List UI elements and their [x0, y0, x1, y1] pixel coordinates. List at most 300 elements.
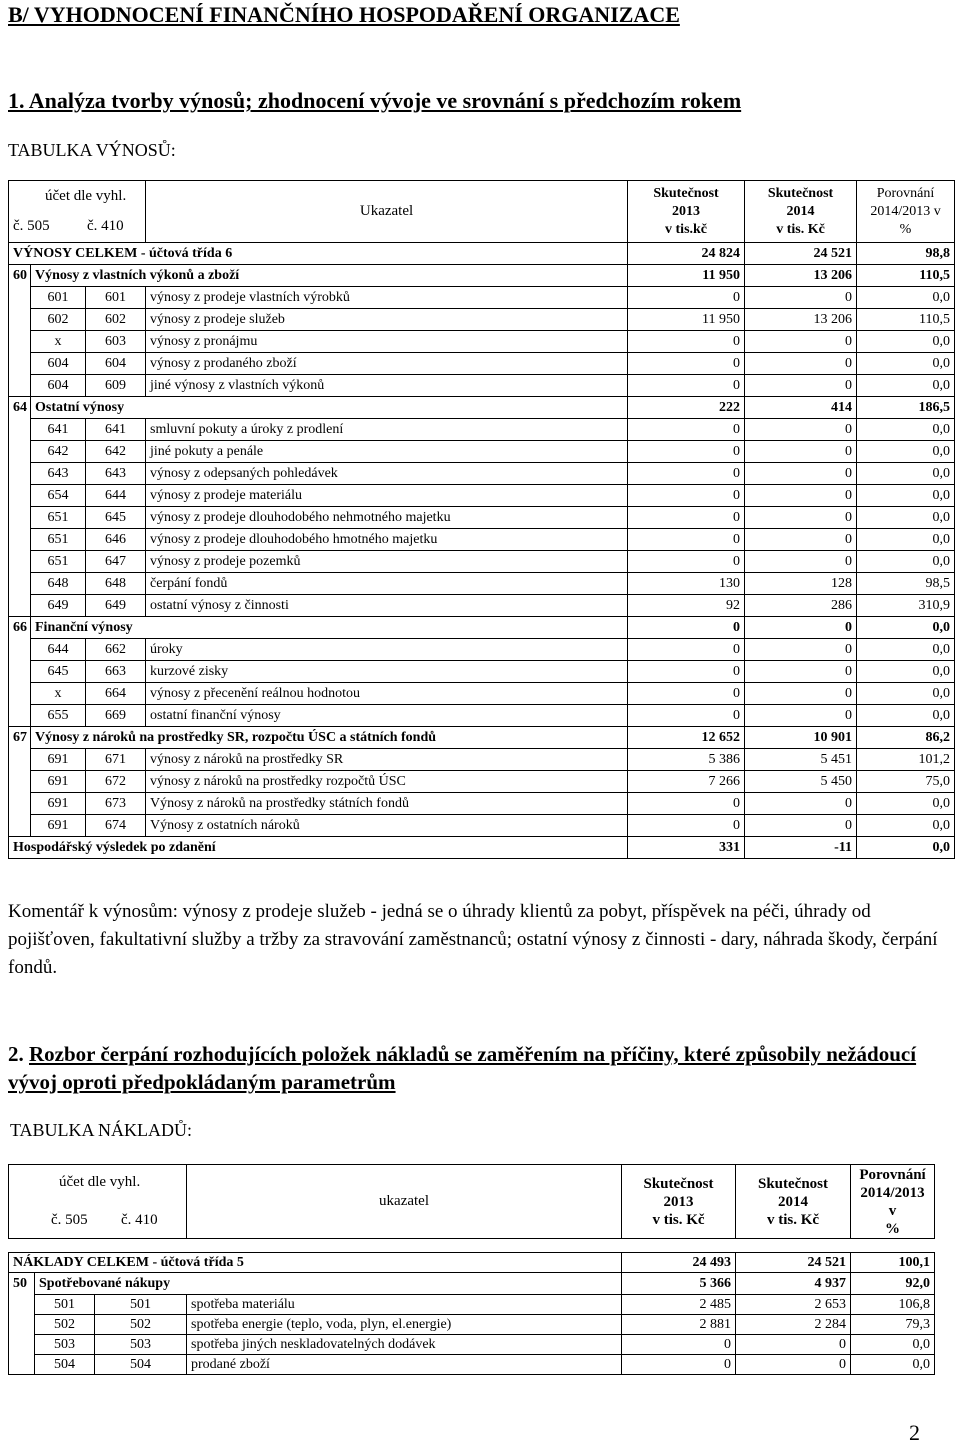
cost-account-header	[9, 1165, 187, 1239]
comparison-pct: 0,0	[857, 837, 955, 859]
item-label: výnosy z prodeje dlouhodobého hmotného majetku	[146, 529, 628, 551]
account-header	[9, 181, 146, 243]
comparison-pct: 0,0	[851, 1335, 935, 1355]
indent-cell	[9, 1355, 35, 1375]
indent-cell	[9, 485, 31, 507]
indent-cell	[9, 683, 31, 705]
account-410: 641	[86, 419, 146, 441]
indent-cell	[9, 595, 31, 617]
value-2013: 24 493	[622, 1253, 736, 1273]
cost-account-header-label: účet dle vyhl.	[59, 1174, 141, 1190]
value-2013: 11 950	[628, 309, 745, 331]
comparison-pct: 110,5	[857, 265, 955, 287]
indent-cell	[9, 309, 31, 331]
item-label: spotřeba energie (teplo, voda, plyn, el.energie)	[187, 1315, 622, 1335]
comparison-line-3: %	[899, 221, 912, 237]
comparison-pct: 0,0	[857, 375, 955, 397]
value-2013: 0	[622, 1355, 736, 1375]
value-2014: 0	[745, 617, 857, 639]
comparison-pct: 0,0	[857, 617, 955, 639]
group-code: 50	[9, 1273, 35, 1295]
account-505: 691	[31, 815, 86, 837]
item-label: výnosy z nároků na prostředky rozpočtů ÚSC	[146, 771, 628, 793]
comparison-pct: 110,5	[857, 309, 955, 331]
value-2013: 5 386	[628, 749, 745, 771]
account-505: 691	[31, 793, 86, 815]
section-2-title	[8, 1040, 953, 1096]
account-410: 503	[95, 1335, 187, 1355]
account-410: 646	[86, 529, 146, 551]
comparison-pct: 0,0	[857, 507, 955, 529]
item-row	[9, 639, 955, 661]
actual-2014-line-3: v tis. Kč	[776, 221, 825, 237]
value-2013: 0	[628, 661, 745, 683]
cost-comparison-line-2: 2014/2013 v	[860, 1184, 925, 1219]
value-2013: 130	[628, 573, 745, 595]
total-row	[9, 837, 955, 859]
revenue-table	[8, 180, 955, 859]
value-2014: 0	[745, 375, 857, 397]
indent-cell	[9, 815, 31, 837]
item-label: smluvní pokuty a úroky z prodlení	[146, 419, 628, 441]
account-410: 601	[86, 287, 146, 309]
value-2014: 0	[745, 353, 857, 375]
account-410: 647	[86, 551, 146, 573]
item-row	[9, 331, 955, 353]
cost-table-spacer	[9, 1239, 935, 1253]
value-2013: 0	[628, 375, 745, 397]
value-2013: 7 266	[628, 771, 745, 793]
value-2014: 0	[745, 507, 857, 529]
value-2013: 11 950	[628, 265, 745, 287]
value-2014: 0	[745, 683, 857, 705]
account-505: 651	[31, 529, 86, 551]
group-code: 60	[9, 265, 31, 287]
indent-cell	[9, 749, 31, 771]
revenue-comment: Komentář k výnosům: výnosy z prodeje služeb - jedná se o úhrady klientů za pobyt, příspěvek na péči, úhrady od pojišťoven, fakultativní služby a tržby za stravování zaměstnanců; ostatní výnosy z činnosti - dary, náhrada škody, čerpání fondů.	[8, 901, 938, 978]
section-2-number: 2.	[8, 1042, 24, 1066]
indent-cell	[9, 375, 31, 397]
comparison-pct: 98,5	[857, 573, 955, 595]
cost-account-505-label: č. 505	[51, 1212, 88, 1228]
group-label: Ostatní výnosy	[31, 397, 628, 419]
account-410: 662	[86, 639, 146, 661]
item-label: jiné pokuty a penále	[146, 441, 628, 463]
indent-cell	[9, 793, 31, 815]
indent-cell	[9, 463, 31, 485]
item-label: výnosy z prodeje služeb	[146, 309, 628, 331]
account-410: 664	[86, 683, 146, 705]
value-2013: 12 652	[628, 727, 745, 749]
comparison-pct: 106,8	[851, 1295, 935, 1315]
actual-2013-line-1: Skutečnost	[653, 185, 719, 201]
comparison-pct: 0,0	[857, 441, 955, 463]
account-505: 645	[31, 661, 86, 683]
value-2013: 331	[628, 837, 745, 859]
value-2014: 0	[745, 639, 857, 661]
account-505: x	[31, 331, 86, 353]
value-2014: 5 450	[745, 771, 857, 793]
account-505: 502	[35, 1315, 95, 1335]
indicator-header: Ukazatel	[146, 181, 628, 243]
account-505: 601	[31, 287, 86, 309]
item-row	[9, 683, 955, 705]
account-505: 604	[31, 353, 86, 375]
item-row	[9, 595, 955, 617]
account-410: 672	[86, 771, 146, 793]
total-row	[9, 1253, 935, 1273]
comparison-line-1: Porovnání	[876, 185, 935, 201]
comparison-line-2: 2014/2013 v	[870, 203, 941, 219]
comparison-pct: 0,0	[851, 1355, 935, 1375]
item-row	[9, 573, 955, 595]
value-2014: 0	[736, 1335, 851, 1355]
cost-table-spacer-cell	[9, 1239, 935, 1253]
comparison-header	[857, 181, 955, 243]
total-label: Hospodářský výsledek po zdanění	[9, 837, 628, 859]
value-2014: 0	[745, 551, 857, 573]
account-410: 674	[86, 815, 146, 837]
cost-table-header	[9, 1165, 935, 1239]
account-410: 602	[86, 309, 146, 331]
value-2014: 0	[745, 705, 857, 727]
comparison-pct: 0,0	[857, 485, 955, 507]
item-label: úroky	[146, 639, 628, 661]
value-2014: 414	[745, 397, 857, 419]
cost-account-410-label: č. 410	[121, 1212, 158, 1228]
item-row	[9, 1295, 935, 1315]
account-410: 663	[86, 661, 146, 683]
group-row	[9, 1273, 935, 1295]
indent-cell	[9, 705, 31, 727]
group-code: 67	[9, 727, 31, 749]
item-row	[9, 309, 955, 331]
item-label: výnosy z prodeje vlastních výrobků	[146, 287, 628, 309]
cost-actual-2014-line-2: 2014	[778, 1193, 809, 1210]
item-row	[9, 551, 955, 573]
account-410: 604	[86, 353, 146, 375]
value-2013: 0	[628, 353, 745, 375]
account-410: 673	[86, 793, 146, 815]
account-410: 645	[86, 507, 146, 529]
group-label: Spotřebované nákupy	[35, 1273, 622, 1295]
item-row	[9, 353, 955, 375]
total-label: VÝNOSY CELKEM - účtová třída 6	[9, 243, 628, 265]
actual-2013-line-2: 2013	[672, 203, 701, 219]
value-2014: 24 521	[745, 243, 857, 265]
group-label: Finanční výnosy	[31, 617, 628, 639]
value-2014: 286	[745, 595, 857, 617]
actual-2014-line-1: Skutečnost	[767, 185, 834, 201]
item-label: spotřeba jiných neskladovatelných dodávek	[187, 1335, 622, 1355]
value-2013: 0	[628, 463, 745, 485]
item-row	[9, 485, 955, 507]
indent-cell	[9, 441, 31, 463]
value-2014: 0	[745, 529, 857, 551]
cost-actual-2014-line-1: Skutečnost	[758, 1175, 829, 1192]
account-410-label: č. 410	[87, 218, 124, 234]
account-505: 643	[31, 463, 86, 485]
value-2014: 0	[736, 1355, 851, 1375]
total-row	[9, 243, 955, 265]
account-410: 603	[86, 331, 146, 353]
cost-actual-2014-header	[736, 1165, 851, 1239]
comparison-pct: 0,0	[857, 793, 955, 815]
comparison-pct: 0,0	[857, 419, 955, 441]
comparison-pct: 101,2	[857, 749, 955, 771]
item-label: výnosy z prodeje pozemků	[146, 551, 628, 573]
cost-actual-2013-header	[622, 1165, 736, 1239]
value-2013: 0	[628, 617, 745, 639]
item-label: ostatní finanční výnosy	[146, 705, 628, 727]
comparison-pct: 86,2	[857, 727, 955, 749]
value-2014: 2 284	[736, 1315, 851, 1335]
item-label: výnosy z přecenění reálnou hodnotou	[146, 683, 628, 705]
comparison-pct: 75,0	[857, 771, 955, 793]
value-2013: 2 881	[622, 1315, 736, 1335]
value-2014: -11	[745, 837, 857, 859]
account-410: 644	[86, 485, 146, 507]
comparison-pct: 0,0	[857, 551, 955, 573]
comparison-pct: 0,0	[857, 683, 955, 705]
item-label: výnosy z nároků na prostředky SR	[146, 749, 628, 771]
value-2013: 222	[628, 397, 745, 419]
value-2013: 0	[628, 485, 745, 507]
value-2014: 0	[745, 485, 857, 507]
item-row	[9, 419, 955, 441]
group-row	[9, 617, 955, 639]
comparison-pct: 0,0	[857, 815, 955, 837]
cost-actual-2013-line-2: 2013	[663, 1193, 694, 1210]
item-label: Výnosy z ostatních nároků	[146, 815, 628, 837]
value-2014: 5 451	[745, 749, 857, 771]
comparison-pct: 0,0	[857, 661, 955, 683]
item-row	[9, 287, 955, 309]
comparison-pct: 0,0	[857, 287, 955, 309]
actual-2014-line-2: 2014	[786, 203, 815, 219]
account-505: 654	[31, 485, 86, 507]
cost-comparison-header	[851, 1165, 935, 1239]
account-505: 504	[35, 1355, 95, 1375]
indent-cell	[9, 507, 31, 529]
account-410: 669	[86, 705, 146, 727]
account-505: 501	[35, 1295, 95, 1315]
item-row	[9, 1315, 935, 1335]
item-label: výnosy z pronájmu	[146, 331, 628, 353]
item-row	[9, 375, 955, 397]
revenue-table-label: TABULKA VÝNOSŮ:	[8, 140, 176, 160]
item-label: prodané zboží	[187, 1355, 622, 1375]
account-410: 671	[86, 749, 146, 771]
comparison-pct: 0,0	[857, 463, 955, 485]
value-2014: 0	[745, 793, 857, 815]
item-label: spotřeba materiálu	[187, 1295, 622, 1315]
value-2014: 0	[745, 419, 857, 441]
indent-cell	[9, 573, 31, 595]
cost-table	[8, 1164, 935, 1375]
item-label: ostatní výnosy z činnosti	[146, 595, 628, 617]
value-2013: 0	[628, 551, 745, 573]
value-2014: 2 653	[736, 1295, 851, 1315]
actual-2013-header	[628, 181, 745, 243]
value-2014: 0	[745, 463, 857, 485]
indent-cell	[9, 419, 31, 441]
indent-cell	[9, 639, 31, 661]
group-row	[9, 265, 955, 287]
item-row	[9, 661, 955, 683]
indent-cell	[9, 771, 31, 793]
value-2013: 0	[628, 639, 745, 661]
account-505: 651	[31, 507, 86, 529]
indent-cell	[9, 661, 31, 683]
comparison-pct: 186,5	[857, 397, 955, 419]
item-row	[9, 441, 955, 463]
account-410: 649	[86, 595, 146, 617]
comparison-pct: 98,8	[857, 243, 955, 265]
item-label: výnosy z prodaného zboží	[146, 353, 628, 375]
comparison-pct: 92,0	[851, 1273, 935, 1295]
value-2013: 0	[628, 507, 745, 529]
group-code: 64	[9, 397, 31, 419]
group-label: Výnosy z vlastních výkonů a zboží	[31, 265, 628, 287]
cost-actual-2013-line-3: v tis. Kč	[652, 1211, 705, 1228]
account-410: 504	[95, 1355, 187, 1375]
account-410: 502	[95, 1315, 187, 1335]
actual-2014-header	[745, 181, 857, 243]
account-410: 643	[86, 463, 146, 485]
account-505: 604	[31, 375, 86, 397]
value-2014: 0	[745, 815, 857, 837]
item-row	[9, 507, 955, 529]
section-1-title: 1. Analýza tvorby výnosů; zhodnocení vývoje ve srovnání s předchozím rokem	[8, 88, 742, 113]
value-2013: 24 824	[628, 243, 745, 265]
account-505-label: č. 505	[13, 218, 50, 234]
account-410: 648	[86, 573, 146, 595]
item-label: kurzové zisky	[146, 661, 628, 683]
group-row	[9, 397, 955, 419]
actual-2013-line-3: v tis.kč	[665, 221, 708, 237]
cost-actual-2013-line-1: Skutečnost	[643, 1175, 714, 1192]
value-2014: 0	[745, 661, 857, 683]
value-2014: 0	[745, 287, 857, 309]
value-2013: 0	[628, 815, 745, 837]
total-label: NÁKLADY CELKEM - účtová třída 5	[9, 1253, 622, 1273]
value-2013: 0	[628, 441, 745, 463]
account-505: 691	[31, 771, 86, 793]
group-row	[9, 727, 955, 749]
cost-actual-2014-line-3: v tis. Kč	[766, 1211, 820, 1228]
revenue-table-header	[9, 181, 955, 243]
item-row	[9, 705, 955, 727]
comparison-pct: 79,3	[851, 1315, 935, 1335]
indent-cell	[9, 331, 31, 353]
value-2013: 5 366	[622, 1273, 736, 1295]
indent-cell	[9, 1315, 35, 1335]
item-label: výnosy z odepsaných pohledávek	[146, 463, 628, 485]
item-row	[9, 1335, 935, 1355]
value-2013: 92	[628, 595, 745, 617]
account-505: 651	[31, 551, 86, 573]
account-505: 655	[31, 705, 86, 727]
indent-cell	[9, 287, 31, 309]
item-row	[9, 463, 955, 485]
value-2013: 0	[628, 705, 745, 727]
value-2013: 0	[622, 1335, 736, 1355]
comparison-pct: 100,1	[851, 1253, 935, 1273]
item-row	[9, 529, 955, 551]
item-label: Výnosy z nároků na prostředky státních fondů	[146, 793, 628, 815]
value-2014: 24 521	[736, 1253, 851, 1273]
account-header-label: účet dle vyhl.	[45, 188, 127, 204]
cost-table-label: TABULKA NÁKLADŮ:	[10, 1120, 193, 1140]
item-label: jiné výnosy z vlastních výkonů	[146, 375, 628, 397]
account-505: 691	[31, 749, 86, 771]
value-2013: 2 485	[622, 1295, 736, 1315]
indent-cell	[9, 551, 31, 573]
item-row	[9, 771, 955, 793]
account-505: 649	[31, 595, 86, 617]
value-2014: 128	[745, 573, 857, 595]
account-410: 501	[95, 1295, 187, 1315]
account-410: 642	[86, 441, 146, 463]
value-2014: 0	[745, 441, 857, 463]
indent-cell	[9, 529, 31, 551]
comparison-pct: 0,0	[857, 331, 955, 353]
account-505: 602	[31, 309, 86, 331]
item-row	[9, 749, 955, 771]
comparison-pct: 0,0	[857, 639, 955, 661]
account-505: 648	[31, 573, 86, 595]
group-label: Výnosy z nároků na prostředky SR, rozpočtu ÚSC a státních fondů	[31, 727, 628, 749]
value-2013: 0	[628, 331, 745, 353]
cost-comparison-line-1: Porovnání	[859, 1166, 926, 1183]
account-505: 503	[35, 1335, 95, 1355]
account-505: 642	[31, 441, 86, 463]
section-2-text: Rozbor čerpání rozhodujících položek nákladů se zaměřením na příčiny, které způsobily nežádoucí vývoj oproti předpokládaným parametrům	[8, 1042, 917, 1094]
value-2014: 10 901	[745, 727, 857, 749]
value-2013: 0	[628, 419, 745, 441]
item-row	[9, 1355, 935, 1375]
value-2014: 13 206	[745, 309, 857, 331]
value-2013: 0	[628, 683, 745, 705]
comparison-pct: 0,0	[857, 353, 955, 375]
cost-indicator-header: ukazatel	[187, 1165, 622, 1239]
value-2014: 0	[745, 331, 857, 353]
value-2013: 0	[628, 529, 745, 551]
cost-comparison-line-3: %	[885, 1220, 901, 1237]
account-410: 609	[86, 375, 146, 397]
item-label: výnosy z prodeje materiálu	[146, 485, 628, 507]
comparison-pct: 0,0	[857, 705, 955, 727]
group-code: 66	[9, 617, 31, 639]
value-2014: 13 206	[745, 265, 857, 287]
comparison-pct: 0,0	[857, 529, 955, 551]
item-row	[9, 815, 955, 837]
value-2013: 0	[628, 287, 745, 309]
account-505: x	[31, 683, 86, 705]
comparison-pct: 310,9	[857, 595, 955, 617]
item-label: výnosy z prodeje dlouhodobého nehmotného majetku	[146, 507, 628, 529]
indent-cell	[9, 353, 31, 375]
page-number: 2	[909, 1420, 920, 1445]
value-2014: 4 937	[736, 1273, 851, 1295]
item-label: čerpání fondů	[146, 573, 628, 595]
indent-cell	[9, 1335, 35, 1355]
account-505: 641	[31, 419, 86, 441]
indent-cell	[9, 1295, 35, 1315]
section-b-title: B/ VYHODNOCENÍ FINANČNÍHO HOSPODAŘENÍ ORGANIZACE	[8, 2, 680, 27]
account-505: 644	[31, 639, 86, 661]
